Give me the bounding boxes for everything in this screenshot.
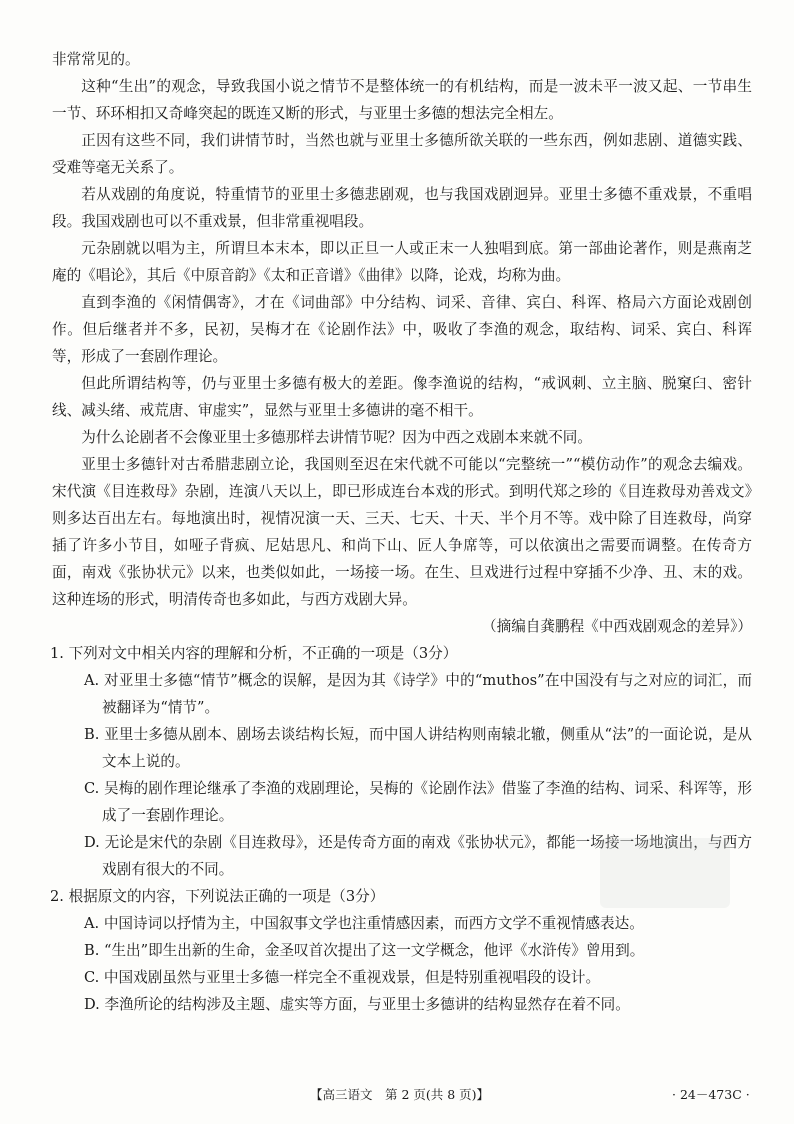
- passage-paragraph-continued: 非常常见的。: [52, 51, 140, 68]
- footer-page-info: 【高三语文 第 2 页(共 8 页)】: [310, 1087, 490, 1102]
- question-stem: 1. 下列对文中相关内容的理解和分析，不正确的一项是（3分）: [50, 645, 458, 662]
- footer-code: · 24－473C ·: [672, 1087, 750, 1102]
- passage-paragraph: 元杂剧就以唱为主，所谓旦本末本，即以正旦一人或正末一人独唱到底。第一部曲论著作，则是燕南芝庵的《唱论》，其后《中原音韵》《太和正音谱》《曲律》以降，论戏，均称为曲。: [52, 240, 752, 284]
- page-footer: [0, 1085, 794, 1105]
- passage-paragraph: 但此所谓结构等，仍与亚里士多德有极大的差距。像李渔说的结构，“戒讽刺、立主脑、脱窠臼、密针线、减头绪、戒荒唐、审虚实”，显然与亚里士多德讲的毫不相干。: [52, 375, 752, 419]
- passage-paragraph: 正因有这些不同，我们讲情节时，当然也就与亚里士多德所欲关联的一些东西，例如悲剧、道德实践、受难等毫无关系了。: [52, 132, 752, 176]
- passage-paragraph: 为什么论剧者不会像亚里士多德那样去讲情节呢？因为中西之戏剧本来就不同。: [81, 429, 592, 446]
- option-d[interactable]: D. 李渔所论的结构涉及主题、虚实等方面，与亚里士多德讲的结构显然存在着不同。: [84, 996, 630, 1013]
- option-d[interactable]: D. 无论是宋代的杂剧《目连救母》，还是传奇方面的南戏《张协状元》，都能一场接一场地演出，与西方戏剧有很大的不同。: [84, 834, 752, 878]
- passage-paragraph: 亚里士多德针对古希腊悲剧立论，我国则至迟在宋代就不可能以“完整统一”“模仿动作”的观念去编戏。宋代演《目连救母》杂剧，连演八天以上，即已形成连台本戏的形式。到明代郑之珍的《目连救母劝善戏文》则多达百出左右。每地演出时，视情况演一天、三天、七天、十天、半个月不等。戏中除了目连救母，尚穿插了许多小节目，如哑子背疯、尼姑思凡、和尚下山、匠人争席等，可以依演出之需要而调整。在传奇方面，南戏《张协状元》以来，也类似如此，一场接一场。在生、旦戏进行过程中穿插不少净、丑、末的戏。这种连场的形式，明清传奇也多如此，与西方戏剧大异。: [52, 456, 752, 608]
- option-c[interactable]: C. 中国戏剧虽然与亚里士多德一样完全不重视戏景，但是特别重视唱段的设计。: [84, 969, 601, 986]
- passage-paragraph: 这种“生出”的观念，导致我国小说之情节不是整体统一的有机结构，而是一波未平一波又起、一节串生一节、环环相扣又奇峰突起的既连又断的形式，与亚里士多德的想法完全相左。: [52, 78, 752, 122]
- option-b[interactable]: B. 亚里士多德从剧本、剧场去谈结构长短，而中国人讲结构则南辕北辙，侧重从“法”的一面论说，是从文本上说的。: [84, 726, 752, 770]
- passage-paragraph: 直到李渔的《闲情偶寄》，才在《词曲部》中分结构、词采、音律、宾白、科诨、格局六方面论戏剧创作。但后继者并不多，民初，吴梅才在《论剧作法》中，吸收了李渔的观念，取结构、词采、宾白、科诨等，形成了一套剧作理论。: [52, 294, 752, 365]
- passage-paragraph: 若从戏剧的角度说，特重情节的亚里士多德悲剧观，也与我国戏剧迥异。亚里士多德不重戏景，不重唱段。我国戏剧也可以不重戏景，但非常重视唱段。: [52, 186, 752, 230]
- option-b[interactable]: B. “生出”即生出新的生命，金圣叹首次提出了这一文学概念，他评《水浒传》曾用到。: [84, 942, 645, 959]
- passage-source: （摘编自龚鹏程《中西戏剧观念的差异》）: [482, 618, 752, 635]
- question-stem: 2. 根据原文的内容，下列说法正确的一项是（3分）: [50, 888, 385, 905]
- faint-watermark: [600, 838, 730, 908]
- option-c[interactable]: C. 吴梅的剧作理论继承了李渔的戏剧理论，吴梅的《论剧作法》借鉴了李渔的结构、词采、科诨等，形成了一套剧作理论。: [84, 780, 752, 824]
- option-a[interactable]: A. 中国诗词以抒情为主，中国叙事文学也注重情感因素，而西方文学不重视情感表达。: [84, 915, 644, 932]
- option-a[interactable]: A. 对亚里士多德“情节”概念的误解，是因为其《诗学》中的“muthos”在中国没有与之对应的词汇，而被翻译为“情节”。: [84, 672, 752, 716]
